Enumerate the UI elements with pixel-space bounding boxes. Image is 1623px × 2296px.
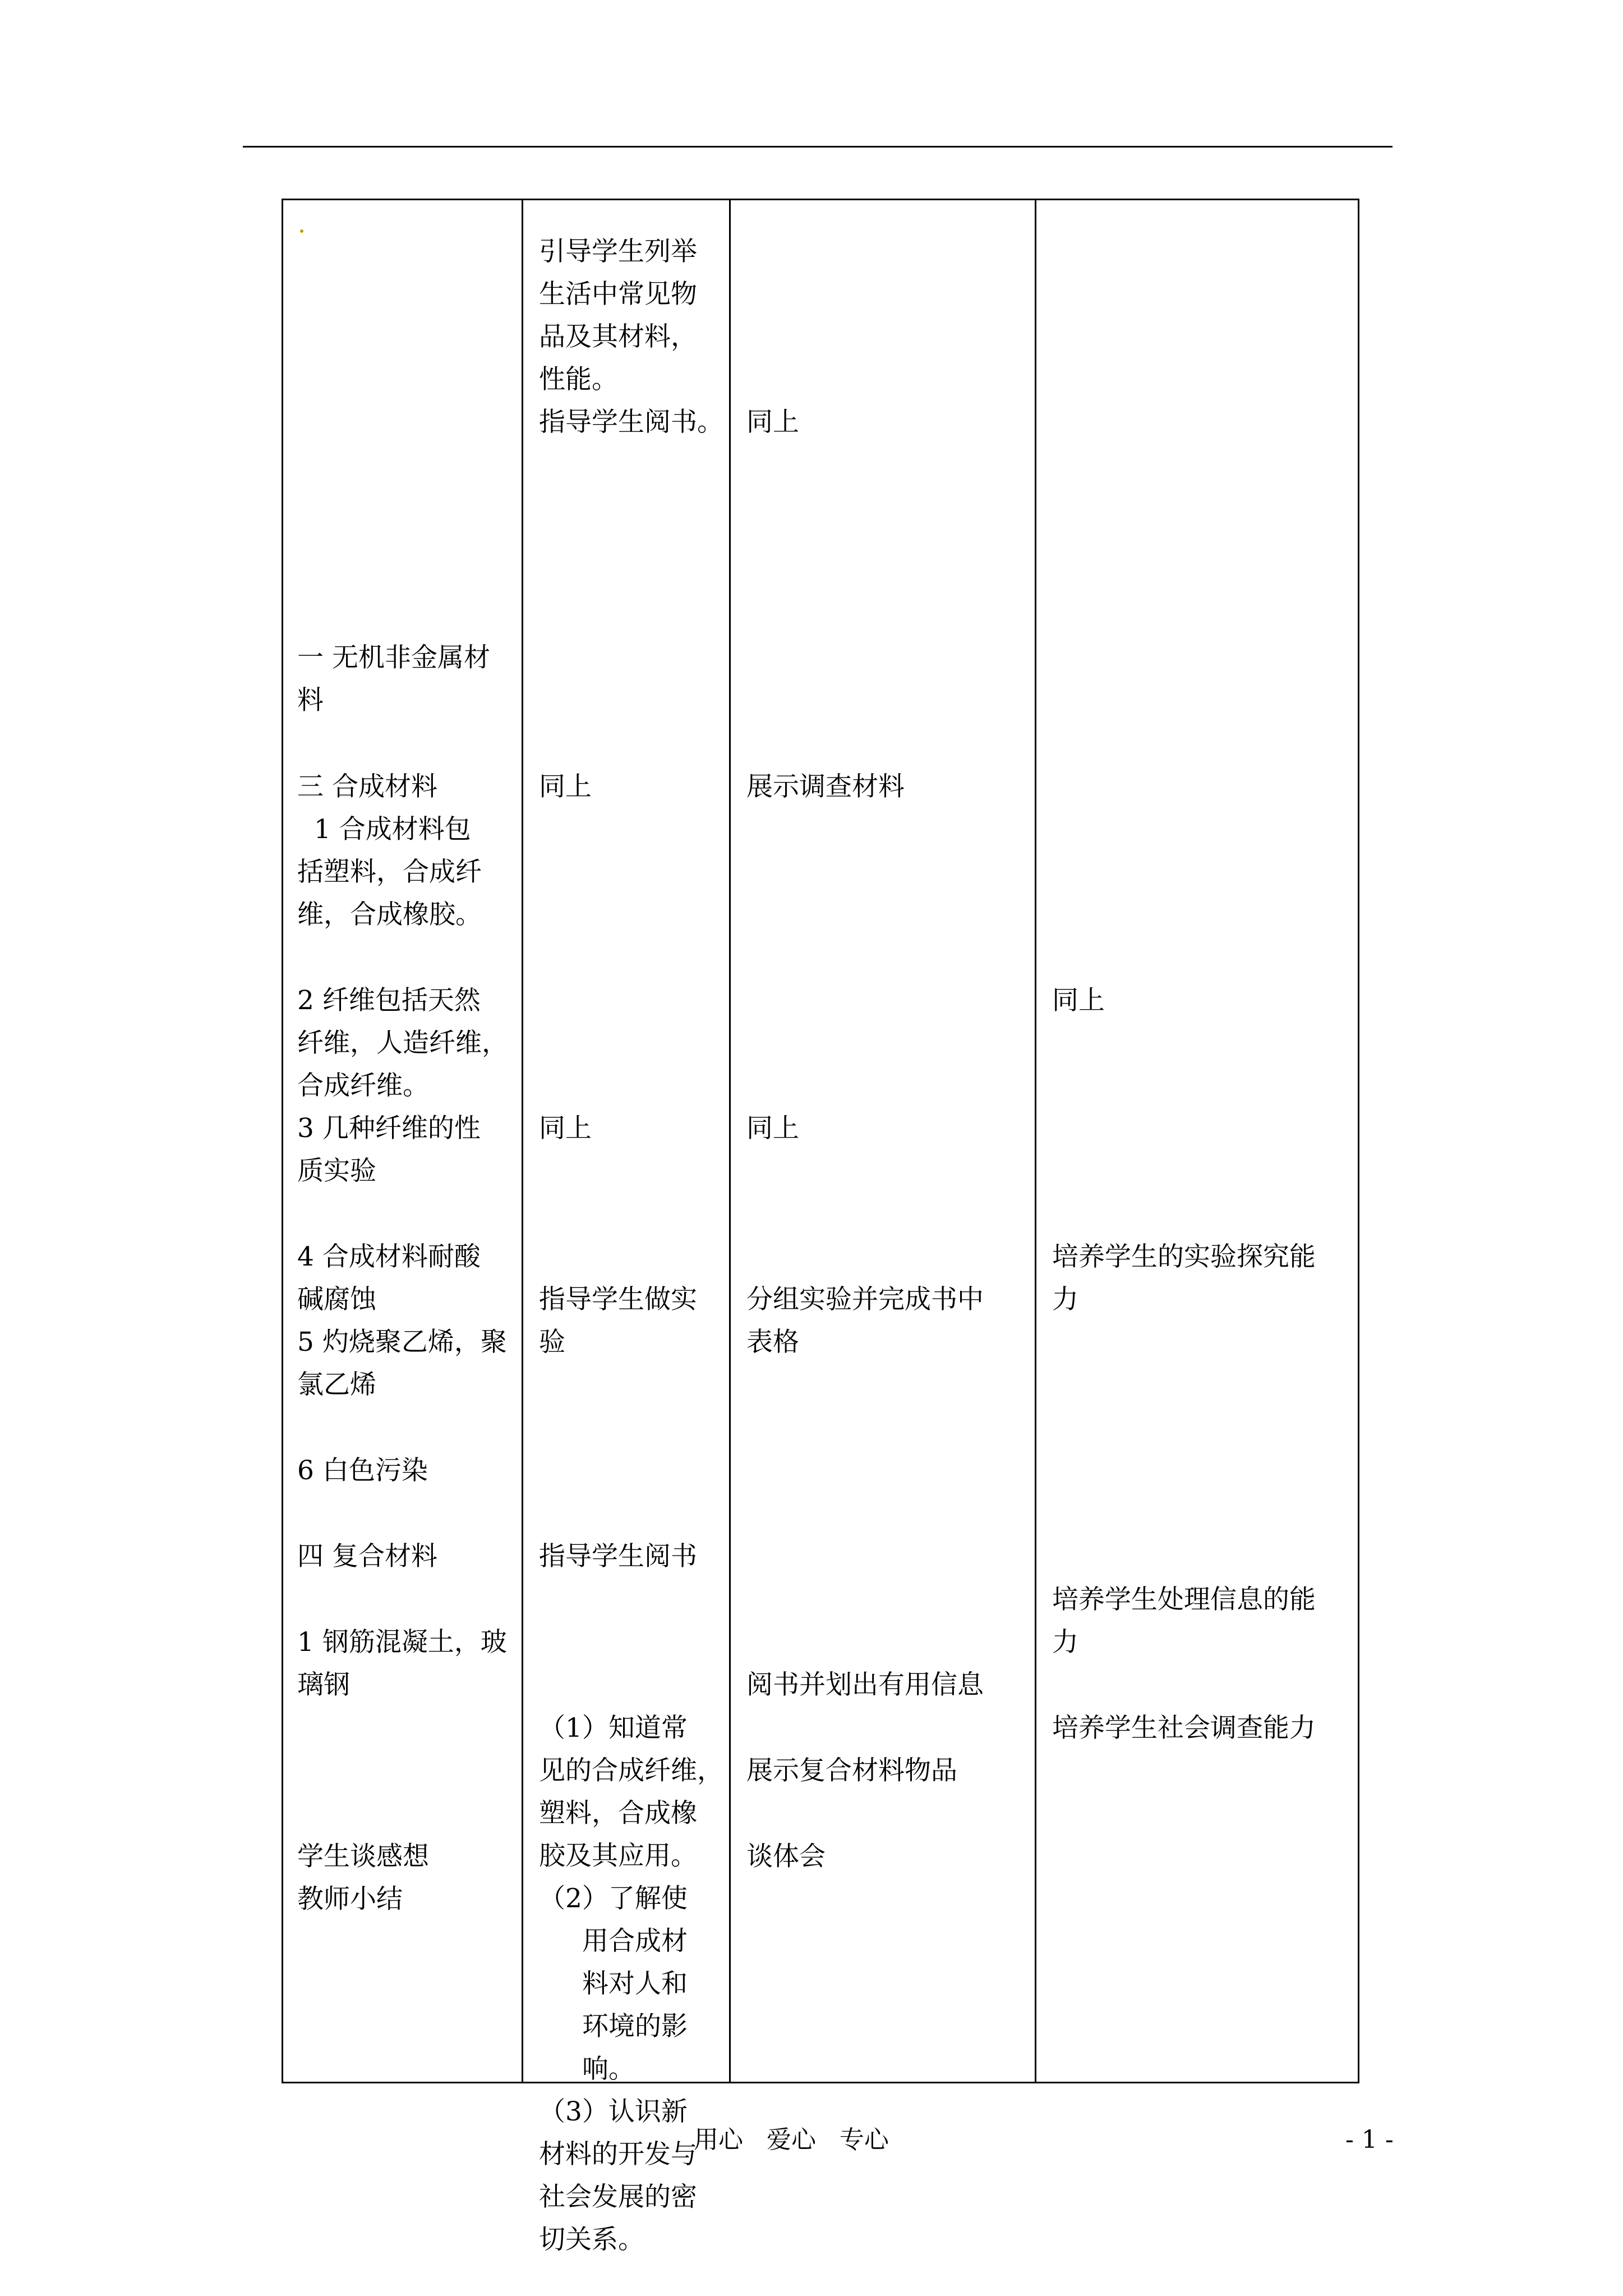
experiment-guide-cont: 验 — [539, 1327, 565, 1358]
guide-text-cont: 生活中常见物 — [539, 279, 697, 310]
item-7: 1 钢筋混凝土，玻 — [297, 1627, 507, 1658]
read-guide-2: 指导学生阅书 — [539, 1541, 697, 1572]
same-as-above-2: 同上 — [539, 1113, 592, 1144]
goal-3-cont2: 社会发展的密 — [539, 2182, 697, 2212]
same-as-above: 同上 — [746, 407, 799, 438]
guide-text-cont2: 品及其材料， — [539, 321, 697, 352]
read-guide: 指导学生阅书。 — [539, 407, 723, 438]
goal-2-cont3: 环境的影 — [582, 2011, 688, 2042]
item-2-cont: 纤维，人造纤维， — [297, 1028, 508, 1059]
item-3: 3 几种纤维的性 — [297, 1113, 481, 1144]
group-experiment: 分组实验并完成书中 — [746, 1284, 984, 1315]
item-4-cont: 碱腐蚀 — [297, 1284, 376, 1315]
footer-motto: 用心 爱心 专心 — [694, 2125, 889, 2154]
goal-2: （2）了解使 — [539, 1883, 688, 1914]
student-activity-column — [731, 200, 1036, 2082]
item-6: 6 白色污染 — [297, 1455, 428, 1486]
goal-3: （3）认识新 — [539, 2096, 688, 2127]
same-as-above-2: 同上 — [746, 1113, 799, 1144]
ability-experiment-cont: 力 — [1052, 1284, 1078, 1315]
item-1-cont2: 维，合成橡胶。 — [297, 899, 482, 930]
page-number: - 1 - — [1345, 2125, 1394, 2154]
item-1: 1 合成材料包 — [297, 814, 471, 845]
goal-2-cont4: 响。 — [582, 2054, 635, 2085]
item-2-cont2: 合成纤维。 — [297, 1070, 429, 1101]
item-5-cont: 氯乙烯 — [297, 1369, 376, 1400]
mark-dot — [300, 229, 303, 233]
experiment-guide: 指导学生做实 — [539, 1284, 697, 1315]
design-intent-column — [1036, 200, 1358, 2082]
ability-information: 培养学生处理信息的能 — [1052, 1584, 1316, 1615]
goal-1-cont: 见的合成纤维， — [539, 1755, 723, 1786]
item-1-cont: 括塑料，合成纤 — [297, 857, 482, 887]
heading-inorganic-cont: 料 — [297, 685, 324, 716]
item-7-cont: 璃钢 — [297, 1669, 350, 1700]
guide-text: 引导学生列举 — [539, 236, 697, 267]
teacher-activity-column — [523, 200, 731, 2255]
show-composite: 展示复合材料物品 — [746, 1755, 957, 1786]
group-experiment-cont: 表格 — [746, 1327, 799, 1358]
ability-survey: 培养学生社会调查能力 — [1052, 1713, 1316, 1743]
goal-1-cont2: 塑料，合成橡 — [539, 1798, 697, 1829]
heading-inorganic: 一 无机非金属材 — [297, 642, 490, 673]
same-as-above: 同上 — [539, 771, 592, 802]
item-3-cont: 质实验 — [297, 1156, 376, 1186]
goal-3-cont3: 切关系。 — [539, 2224, 644, 2255]
heading-composite: 四 复合材料 — [297, 1541, 437, 1572]
goal-3-cont: 材料的开发与 — [539, 2139, 697, 2170]
student-talk: 学生谈感想 — [297, 1841, 429, 1872]
content-column — [283, 200, 523, 2082]
item-4: 4 合成材料耐酸 — [297, 1241, 481, 1272]
show-survey: 展示调查材料 — [746, 771, 905, 802]
goal-2-cont: 用合成材 — [582, 1926, 688, 1957]
ability-information-cont: 力 — [1052, 1627, 1078, 1658]
header-rule — [243, 146, 1393, 148]
talk-experience: 谈体会 — [746, 1841, 826, 1872]
teacher-summary: 教师小结 — [297, 1884, 403, 1915]
heading-synthetic: 三 合成材料 — [297, 771, 437, 802]
guide-text-cont3: 性能。 — [539, 364, 618, 395]
ability-experiment: 培养学生的实验探究能 — [1052, 1241, 1316, 1272]
goal-1-cont3: 胶及其应用。 — [539, 1841, 697, 1871]
item-5: 5 灼烧聚乙烯，聚 — [297, 1327, 507, 1358]
read-mark: 阅书并划出有用信息 — [746, 1669, 984, 1700]
goal-2-cont2: 料对人和 — [582, 1968, 688, 1999]
same-as-above: 同上 — [1052, 985, 1105, 1016]
item-2: 2 纤维包括天然 — [297, 985, 481, 1016]
goal-1: （1）知道常 — [539, 1713, 688, 1743]
